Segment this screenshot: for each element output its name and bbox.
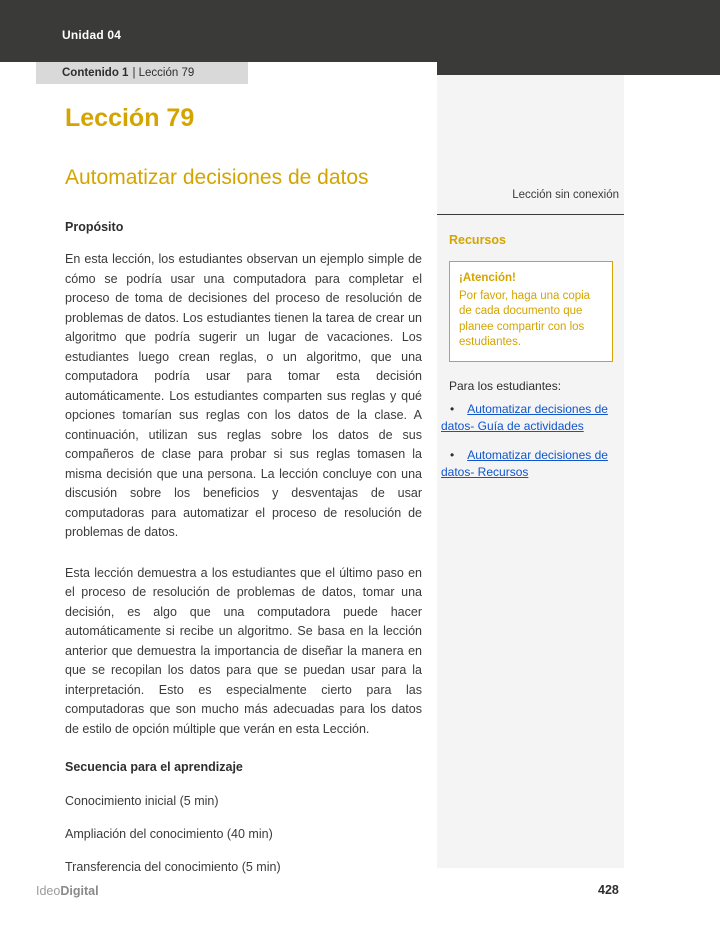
purpose-paragraph-2: Esta lección demuestra a los estudiantes que el último paso en el proceso de resolución de problemas de datos, tomar una decisión, es algo que una computadora puede hacer automáticamente si recibe un algoritmo. Se basa en la lección anterior que demuestra la importancia de diseñar la manera en que se recopilan los datos para que se puedan usar para la interpretación. Esto es especialmente cierto para las computadoras que son mucho más adecuadas para los datos de estilo de opción múltiple que verán en esta Lección. <box>65 565 422 736</box>
brand-logo-bold: Digital <box>60 884 99 898</box>
unit-label: Unidad 04 <box>62 28 122 42</box>
resources-link[interactable]: Automatizar decisiones de datos- Recursos <box>441 448 608 479</box>
sequence-item-knowledge-expansion: Ampliación del conocimiento (40 min) <box>65 827 273 841</box>
breadcrumb <box>36 62 248 84</box>
sequence-item-initial-knowledge: Conocimiento inicial (5 min) <box>65 794 219 808</box>
breadcrumb-section: Contenido 1 <box>62 67 129 79</box>
page-title: Lección 79 <box>65 104 195 132</box>
purpose-heading: Propósito <box>65 220 124 234</box>
resources-sidebar <box>437 75 624 868</box>
activity-guide-link[interactable]: Automatizar decisiones de datos- Guía de actividades <box>441 402 608 433</box>
main-content <box>65 104 422 893</box>
list-item <box>441 401 617 434</box>
sequence-heading: Secuencia para el aprendizaje <box>65 760 243 774</box>
brand-logo-light: Ideo <box>36 884 61 898</box>
bullet-icon: • <box>450 448 455 462</box>
breadcrumb-lesson: | Lección 79 <box>132 67 195 79</box>
lesson-subtitle: Automatizar decisiones de datos <box>65 166 369 189</box>
purpose-paragraph-1: En esta lección, los estudiantes observan un ejemplo simple de cómo se podría usar una computadora para completar el proceso de toma de decisiones del proceso de resolución de problemas de datos. Los estudiantes tienen la tarea de crear un algoritmo que podría sugerir un lugar de vacaciones. Los estudiantes luego crean reglas, o un algoritmo, que una computadora podría usar para tomar esta decisión automáticamente. Los estudiantes comparten sus reglas y qué opciones tomarían sus reglas con los datos de la clase. A continuación, utilizan sus reglas sobre los datos de sus compañeros de clase para probar si sus reglas tomasen la misma decisión que una persona. La lección concluye con una discusión sobre los beneficios y desventajas de usar computadoras para automatizar el proceso de resolución de problemas de datos. <box>65 252 422 539</box>
list-item <box>441 447 617 480</box>
resources-heading: Recursos <box>449 233 506 247</box>
sequence-item-knowledge-transfer: Transferencia del conocimiento (5 min) <box>65 860 281 874</box>
attention-body: Por favor, haga una copia de cada documento que planee compartir con los estudiantes. <box>459 289 591 348</box>
page-number: 428 <box>598 883 619 897</box>
for-students-label: Para los estudiantes: <box>449 379 562 393</box>
top-header-bar <box>0 0 720 62</box>
attention-box <box>449 261 613 362</box>
attention-title: ¡Atención! <box>459 272 516 284</box>
top-header-bar-extension <box>437 62 720 75</box>
brand-logo <box>36 884 99 898</box>
bullet-icon: • <box>450 402 455 416</box>
offline-lesson-label: Lección sin conexión <box>512 189 619 201</box>
student-resource-links <box>441 401 617 493</box>
sidebar-divider <box>437 214 624 215</box>
